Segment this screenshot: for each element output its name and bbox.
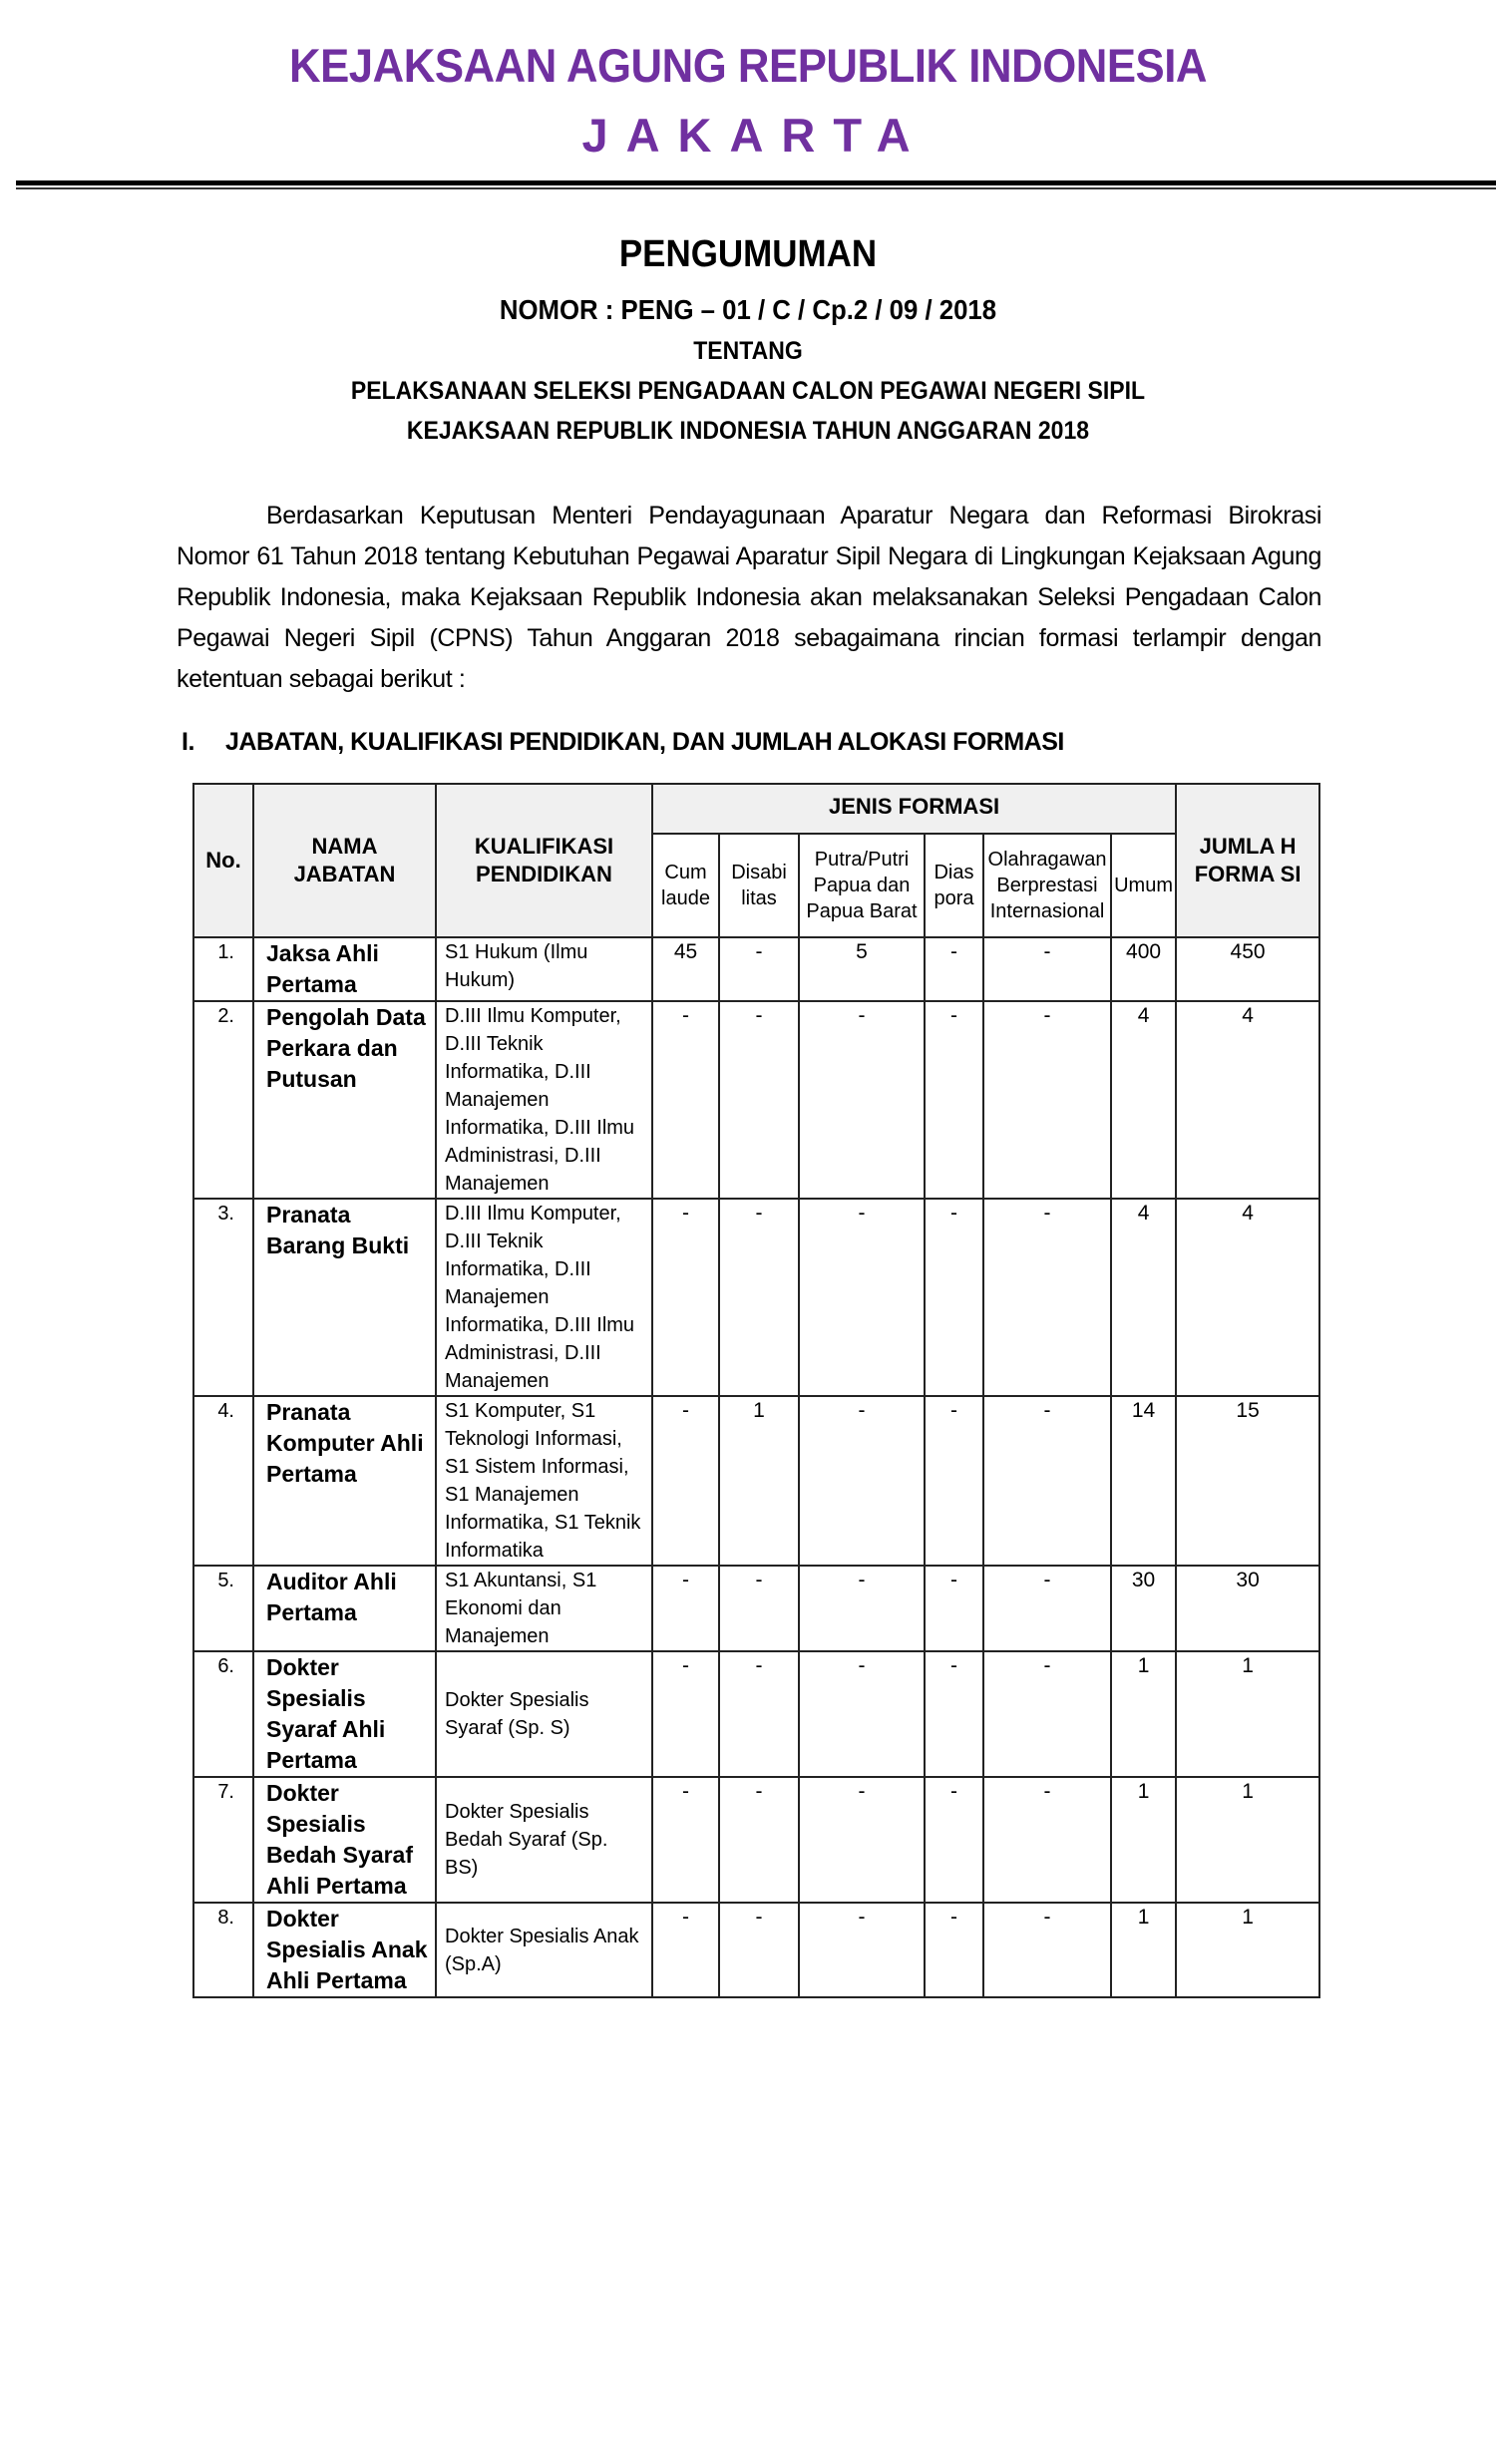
row-value-papua: -: [799, 1001, 925, 1199]
row-value-diaspora: -: [925, 1777, 983, 1903]
row-value-papua: 5: [799, 937, 925, 1001]
header-papua: Putra/Putri Papua dan Papua Barat: [799, 834, 925, 937]
row-value-diaspora: -: [925, 1651, 983, 1777]
section-heading: [182, 728, 1064, 757]
row-value-diaspora: -: [925, 1396, 983, 1566]
row-value-olahragawan: -: [983, 1566, 1111, 1651]
row-value-umum: 4: [1111, 1001, 1176, 1199]
row-value-cumlaude: 45: [652, 937, 719, 1001]
header-jumlah-formasi: JUMLA H FORMA SI: [1176, 784, 1319, 937]
header-cumlaude: Cum laude: [652, 834, 719, 937]
org-city: JAKARTA: [581, 109, 929, 162]
row-value-umum: 30: [1111, 1566, 1176, 1651]
row-number: 5.: [193, 1566, 253, 1651]
row-nama-jabatan: Auditor Ahli Pertama: [253, 1566, 436, 1651]
row-kualifikasi: S1 Akuntansi, S1 Ekonomi dan Manajemen: [436, 1566, 652, 1651]
header-jenis-formasi: JENIS FORMASI: [652, 784, 1176, 834]
header-umum: Umum: [1111, 834, 1176, 937]
row-value-umum: 400: [1111, 937, 1176, 1001]
row-number: 7.: [193, 1777, 253, 1903]
row-value-disabilitas: -: [719, 1566, 799, 1651]
row-jumlah: 1: [1176, 1777, 1319, 1903]
header-kualifikasi: KUALIFIKASI PENDIDIKAN: [436, 784, 652, 937]
row-value-disabilitas: -: [719, 1199, 799, 1396]
row-value-disabilitas: -: [719, 1001, 799, 1199]
table-row: [193, 1396, 1319, 1566]
row-kualifikasi: Dokter Spesialis Anak (Sp.A): [436, 1903, 652, 1997]
row-value-umum: 4: [1111, 1199, 1176, 1396]
row-jumlah: 30: [1176, 1566, 1319, 1651]
row-value-disabilitas: -: [719, 937, 799, 1001]
row-value-olahragawan: -: [983, 1199, 1111, 1396]
row-value-cumlaude: -: [652, 1903, 719, 1997]
row-number: 8.: [193, 1903, 253, 1997]
row-jumlah: 15: [1176, 1396, 1319, 1566]
row-value-olahragawan: -: [983, 1396, 1111, 1566]
row-nama-jabatan: Dokter Spesialis Bedah Syaraf Ahli Pertama: [253, 1777, 436, 1903]
row-number: 2.: [193, 1001, 253, 1199]
row-value-diaspora: -: [925, 1903, 983, 1997]
section-number: I.: [182, 728, 194, 756]
row-nama-jabatan: Dokter Spesialis Syaraf Ahli Pertama: [253, 1651, 436, 1777]
row-value-papua: -: [799, 1566, 925, 1651]
table-row: [193, 1651, 1319, 1777]
row-value-disabilitas: -: [719, 1651, 799, 1777]
row-jumlah: 1: [1176, 1903, 1319, 1997]
row-kualifikasi: Dokter Spesialis Syaraf (Sp. S): [436, 1651, 652, 1777]
row-value-disabilitas: 1: [719, 1396, 799, 1566]
row-value-disabilitas: -: [719, 1903, 799, 1997]
row-value-cumlaude: -: [652, 1651, 719, 1777]
row-jumlah: 4: [1176, 1199, 1319, 1396]
section-title: JABATAN, KUALIFIKASI PENDIDIKAN, DAN JUMLAH ALOKASI FORMASI: [225, 728, 1064, 756]
row-number: 3.: [193, 1199, 253, 1396]
row-value-papua: -: [799, 1396, 925, 1566]
announcement-title: PENGUMUMAN: [618, 233, 878, 275]
row-nama-jabatan: Jaksa Ahli Pertama: [253, 937, 436, 1001]
header-olahragawan: Olahragawan Berprestasi Internasional: [983, 834, 1111, 937]
header-nama-jabatan: NAMA JABATAN: [253, 784, 436, 937]
org-title: KEJAKSAAN AGUNG REPUBLIK INDONESIA: [288, 39, 1207, 92]
row-value-olahragawan: -: [983, 1777, 1111, 1903]
row-nama-jabatan: Pengolah Data Perkara dan Putusan: [253, 1001, 436, 1199]
header-disabilitas: Disabi litas: [719, 834, 799, 937]
table-row: [193, 1903, 1319, 1997]
announcement-subject-line1: PELAKSANAAN SELEKSI PENGADAAN CALON PEGAWAI NEGERI SIPIL: [350, 377, 1146, 405]
header-divider-thin: [16, 187, 1496, 189]
table-row: [193, 1777, 1319, 1903]
row-value-cumlaude: -: [652, 1199, 719, 1396]
row-kualifikasi: S1 Hukum (Ilmu Hukum): [436, 937, 652, 1001]
row-kualifikasi: D.III Ilmu Komputer, D.III Teknik Informatika, D.III Manajemen Informatika, D.III Ilmu Administrasi, D.III Manajemen: [436, 1001, 652, 1199]
row-value-umum: 1: [1111, 1777, 1176, 1903]
row-value-olahragawan: -: [983, 1651, 1111, 1777]
row-value-umum: 1: [1111, 1651, 1176, 1777]
announcement-number: NOMOR : PENG – 01 / C / Cp.2 / 09 / 2018: [499, 294, 997, 325]
announcement-about: TENTANG: [693, 337, 803, 365]
row-kualifikasi: D.III Ilmu Komputer, D.III Teknik Informatika, D.III Manajemen Informatika, D.III Ilmu Administrasi, D.III Manajemen: [436, 1199, 652, 1396]
row-value-papua: -: [799, 1199, 925, 1396]
row-value-cumlaude: -: [652, 1777, 719, 1903]
row-value-diaspora: -: [925, 1001, 983, 1199]
row-value-cumlaude: -: [652, 1396, 719, 1566]
row-kualifikasi: S1 Komputer, S1 Teknologi Informasi, S1 Sistem Informasi, S1 Manajemen Informatika, S1 Teknik Informatika: [436, 1396, 652, 1566]
row-jumlah: 1: [1176, 1651, 1319, 1777]
header-diaspora: Dias pora: [925, 834, 983, 937]
row-value-cumlaude: -: [652, 1001, 719, 1199]
row-value-diaspora: -: [925, 1566, 983, 1651]
formasi-table: [192, 783, 1320, 1998]
row-nama-jabatan: Pranata Komputer Ahli Pertama: [253, 1396, 436, 1566]
row-value-olahragawan: -: [983, 1001, 1111, 1199]
row-number: 1.: [193, 937, 253, 1001]
row-jumlah: 4: [1176, 1001, 1319, 1199]
row-value-cumlaude: -: [652, 1566, 719, 1651]
table-row: [193, 1199, 1319, 1396]
row-value-papua: -: [799, 1651, 925, 1777]
table-row: [193, 1001, 1319, 1199]
row-value-diaspora: -: [925, 1199, 983, 1396]
row-kualifikasi: Dokter Spesialis Bedah Syaraf (Sp. BS): [436, 1777, 652, 1903]
row-number: 4.: [193, 1396, 253, 1566]
table-row: [193, 937, 1319, 1001]
row-jumlah: 450: [1176, 937, 1319, 1001]
row-value-disabilitas: -: [719, 1777, 799, 1903]
row-number: 6.: [193, 1651, 253, 1777]
header-no: No.: [193, 784, 253, 937]
row-value-diaspora: -: [925, 937, 983, 1001]
row-value-olahragawan: -: [983, 937, 1111, 1001]
row-nama-jabatan: Dokter Spesialis Anak Ahli Pertama: [253, 1903, 436, 1997]
row-value-papua: -: [799, 1777, 925, 1903]
row-value-olahragawan: -: [983, 1903, 1111, 1997]
row-value-umum: 1: [1111, 1903, 1176, 1997]
intro-paragraph: Berdasarkan Keputusan Menteri Pendayagunaan Aparatur Negara dan Reformasi Birokrasi Nomor 61 Tahun 2018 tentang Kebutuhan Pegawai Aparatur Sipil Negara di Lingkungan Kejaksaan Agung Republik Indonesia, maka Kejaksaan Republik Indonesia akan melaksanakan Seleksi Pengadaan Calon Pegawai Negeri Sipil (CPNS) Tahun Anggaran 2018 sebagaimana rincian formasi terlampir dengan ketentuan sebagai berikut :: [177, 502, 1321, 693]
announcement-subject-line2: KEJAKSAAN REPUBLIK INDONESIA TAHUN ANGGARAN 2018: [406, 417, 1090, 445]
header-divider-thick: [16, 180, 1496, 185]
row-nama-jabatan: Pranata Barang Bukti: [253, 1199, 436, 1396]
row-value-umum: 14: [1111, 1396, 1176, 1566]
table-row: [193, 1566, 1319, 1651]
row-value-papua: -: [799, 1903, 925, 1997]
